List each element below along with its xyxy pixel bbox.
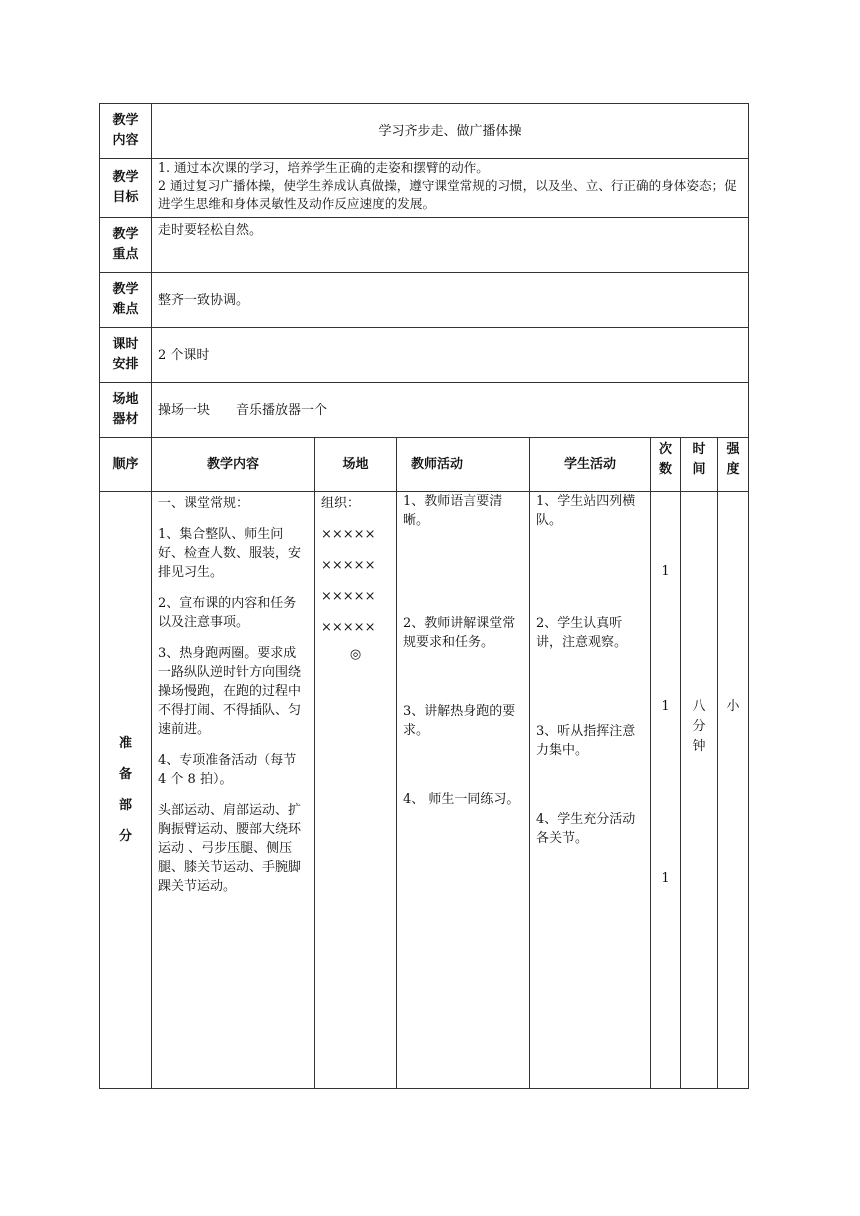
label-schedule: 课时 安排 (100, 328, 152, 383)
header-content: 教学内容 (152, 438, 315, 492)
teacher-item: 2、教师讲解课堂常规要求和任务。 (403, 616, 516, 650)
intensity-value: 小 (726, 699, 740, 714)
value-content: 学习齐步走、做广播体操 (152, 104, 749, 159)
teacher-item: 1、教师语言要清晰。 (403, 494, 503, 528)
venue-label: 组织： (321, 496, 361, 511)
header-teacher: 教师活动 (397, 438, 530, 492)
header-time: 时 间 (681, 438, 718, 492)
section-student (530, 492, 651, 1089)
times-value: 1 (661, 564, 670, 579)
label-goal: 教学 目标 (100, 159, 152, 218)
header-intensity: 强 度 (718, 438, 749, 492)
label-difficulty: 教学 难点 (100, 273, 152, 328)
content-item: 1、集合整队、师生问好、检查人数、服装，安排见习生。 (158, 527, 302, 580)
teacher-position-mark: ◎ (349, 647, 362, 662)
lesson-plan-table (99, 103, 749, 1089)
section-venue (315, 492, 397, 1089)
section-content (152, 492, 315, 1089)
header-order: 顺序 (100, 438, 152, 492)
times-value: 1 (661, 699, 670, 714)
student-item: 1、学生站四列横队。 (536, 494, 636, 528)
value-key: 走时要轻松自然。 (152, 218, 749, 273)
value-equipment: 操场一块 音乐播放器一个 (152, 383, 749, 438)
header-times: 次 数 (651, 438, 681, 492)
goal-line-2: 2 通过复习广播体操，使学生养成认真做操，遵守课堂常规的习惯，以及坐、立、行正确的身体姿态；促进学生思维和身体灵敏性及动作反应速度的发展。 (158, 178, 737, 211)
value-difficulty: 整齐一致协调。 (152, 273, 749, 328)
teacher-item: 4、 师生一同练习。 (403, 792, 520, 807)
formation-row: ××××× (321, 558, 376, 573)
student-item: 3、听从指挥注意力集中。 (536, 724, 636, 758)
formation-row: ××××× (321, 589, 376, 604)
label-equipment: 场地 器材 (100, 383, 152, 438)
row-difficulty (100, 273, 749, 328)
header-row (100, 438, 749, 492)
section-name: 准 备 部 分 (100, 492, 152, 1089)
student-item: 4、学生充分活动各关节。 (536, 812, 636, 846)
content-item: 2、宣布课的内容和任务以及注意事项。 (158, 596, 297, 630)
content-item: 一、课堂常规： (158, 496, 250, 511)
content-item: 4、专项准备活动（每节 4 个 8 拍）。 (158, 753, 297, 787)
row-equipment (100, 383, 749, 438)
times-value: 1 (661, 871, 670, 886)
goal-line-1: 1. 通过本次课的学习，培养学生正确的走姿和摆臂的动作。 (158, 160, 489, 175)
label-key: 教学 重点 (100, 218, 152, 273)
section-time (681, 492, 718, 1089)
student-item: 2、学生认真听讲，注意观察。 (536, 616, 628, 650)
row-content (100, 104, 749, 159)
value-schedule: 2 个课时 (152, 328, 749, 383)
header-student: 学生活动 (530, 438, 651, 492)
section-times (651, 492, 681, 1089)
section-prep-row (100, 492, 749, 1089)
section-teacher (397, 492, 530, 1089)
row-key (100, 218, 749, 273)
teacher-item: 3、讲解热身跑的要求。 (403, 704, 516, 738)
content-item: 3、热身跑两圈。要求成一路纵队逆时针方向围绕操场慢跑，在跑的过程中不得打闹、不得插队、匀速前进。 (158, 646, 302, 737)
formation-row: ××××× (321, 527, 376, 542)
header-venue: 场地 (315, 438, 397, 492)
row-schedule (100, 328, 749, 383)
value-goal (152, 159, 749, 218)
content-item: 头部运动、肩部运动、扩胸振臂运动、腰部大绕环运动 、弓步压腿、侧压腿、膝关节运动、手腕脚踝关节运动。 (158, 803, 302, 894)
time-value: 八 分 钟 (692, 699, 706, 754)
formation-row: ××××× (321, 620, 376, 635)
label-content: 教学 内容 (100, 104, 152, 159)
row-goal (100, 159, 749, 218)
section-intensity (718, 492, 749, 1089)
